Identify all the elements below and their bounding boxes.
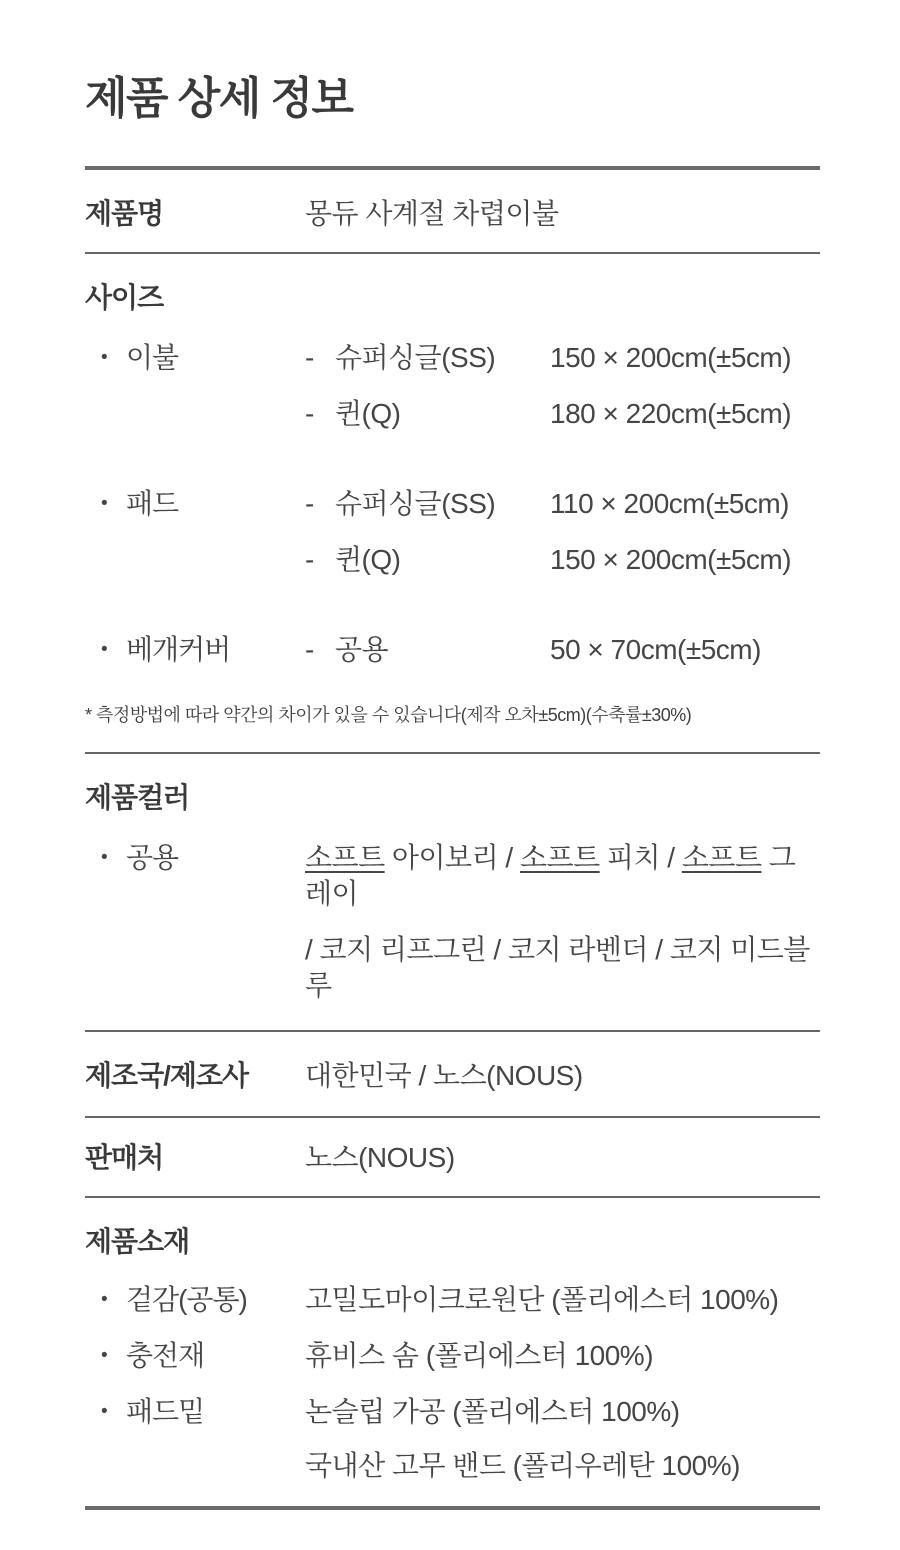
- product-name-label: 제품명: [85, 198, 164, 229]
- seller-value: 노스(NOUS): [305, 1142, 455, 1173]
- material-section-heading: 제품소재: [85, 1226, 190, 1257]
- row-divider: [85, 1196, 820, 1198]
- size-item-label: 베개커버: [126, 634, 231, 665]
- material-item-label: 패드밑: [126, 1396, 205, 1427]
- size-variant-label: 퀸(Q): [335, 398, 401, 429]
- size-variant-dimension: 150 × 200cm(±5cm): [550, 544, 792, 575]
- size-variant-row: [305, 632, 761, 668]
- size-variant-label: 슈퍼싱글(SS): [335, 488, 496, 519]
- bullet-icon: •: [101, 493, 108, 514]
- row-divider: [85, 252, 820, 254]
- size-variant-dimension: 50 × 70cm(±5cm): [550, 634, 761, 665]
- seller-label: 판매처: [85, 1142, 164, 1173]
- seller-row: [85, 1140, 820, 1176]
- size-item-label: 패드: [126, 488, 179, 519]
- color-item-row: [85, 840, 820, 1004]
- material-item-value: 국내산 고무 밴드 (폴리우레탄 100%): [305, 1450, 740, 1481]
- bullet-icon: •: [101, 639, 108, 660]
- divider-top: [85, 166, 820, 170]
- manufacturer-row: [85, 1058, 820, 1094]
- size-variant-label: 퀸(Q): [335, 544, 401, 575]
- manufacturer-value: 대한민국 / 노스(NOUS): [305, 1060, 583, 1091]
- dash-icon: -: [305, 544, 314, 575]
- color-values-line1: 소프트 아이보리 / 소프트 피치 / 소프트 그레이: [305, 842, 796, 909]
- dash-icon: -: [305, 342, 314, 373]
- bullet-icon: •: [101, 1345, 108, 1366]
- size-item-label: 이불: [126, 342, 179, 373]
- material-item-value: 고밀도마이크로원단 (폴리에스터 100%): [305, 1284, 779, 1315]
- size-item-pillow-cover: [85, 632, 820, 668]
- material-item-label: 충전재: [126, 1340, 205, 1371]
- size-variant-row: [305, 340, 791, 376]
- size-variant-row: [305, 486, 791, 522]
- bullet-icon: •: [101, 847, 108, 868]
- page-title: 제품 상세 정보: [85, 74, 353, 123]
- row-divider: [85, 752, 820, 754]
- material-item-filling: [85, 1338, 820, 1374]
- material-item-value: 휴비스 솜 (폴리에스터 100%): [305, 1340, 654, 1371]
- row-divider: [85, 1030, 820, 1032]
- size-variant-row: [305, 396, 791, 432]
- row-divider: [85, 1116, 820, 1118]
- bullet-icon: •: [101, 1289, 108, 1310]
- manufacturer-label: 제조국/제조사: [85, 1060, 249, 1091]
- dash-icon: -: [305, 488, 314, 519]
- bullet-icon: •: [101, 1401, 108, 1422]
- color-values-line2: / 코지 리프그린 / 코지 라벤더 / 코지 미드블루: [305, 934, 810, 1001]
- size-measurement-note: * 측정방법에 따라 약간의 차이가 있을 수 있습니다(제작 오차±5cm)(수축률±30%): [85, 705, 692, 725]
- material-item-label: 겉감(공통): [126, 1284, 247, 1315]
- color-section-heading: 제품컬러: [85, 782, 190, 813]
- material-item-outer: [85, 1282, 820, 1318]
- size-variant-dimension: 110 × 200cm(±5cm): [550, 488, 790, 519]
- color-item-label: 공용: [126, 842, 179, 873]
- size-variant-row: [305, 542, 791, 578]
- size-variant-dimension: 150 × 200cm(±5cm): [550, 342, 792, 373]
- size-variant-dimension: 180 × 220cm(±5cm): [550, 398, 792, 429]
- size-item-duvet: [85, 340, 820, 432]
- size-item-pad: [85, 486, 820, 578]
- product-name-row: [85, 196, 820, 232]
- size-section-heading: 사이즈: [85, 282, 164, 313]
- bullet-icon: •: [101, 347, 108, 368]
- product-name-value: 몽듀 사계절 차렵이불: [305, 198, 559, 229]
- material-item-value: 논슬립 가공 (폴리에스터 100%): [305, 1396, 680, 1427]
- divider-bottom: [85, 1506, 820, 1510]
- dash-icon: -: [305, 634, 314, 665]
- size-variant-label: 슈퍼싱글(SS): [335, 342, 496, 373]
- material-item-pad-bottom: [85, 1394, 820, 1484]
- dash-icon: -: [305, 398, 314, 429]
- size-variant-label: 공용: [335, 634, 389, 665]
